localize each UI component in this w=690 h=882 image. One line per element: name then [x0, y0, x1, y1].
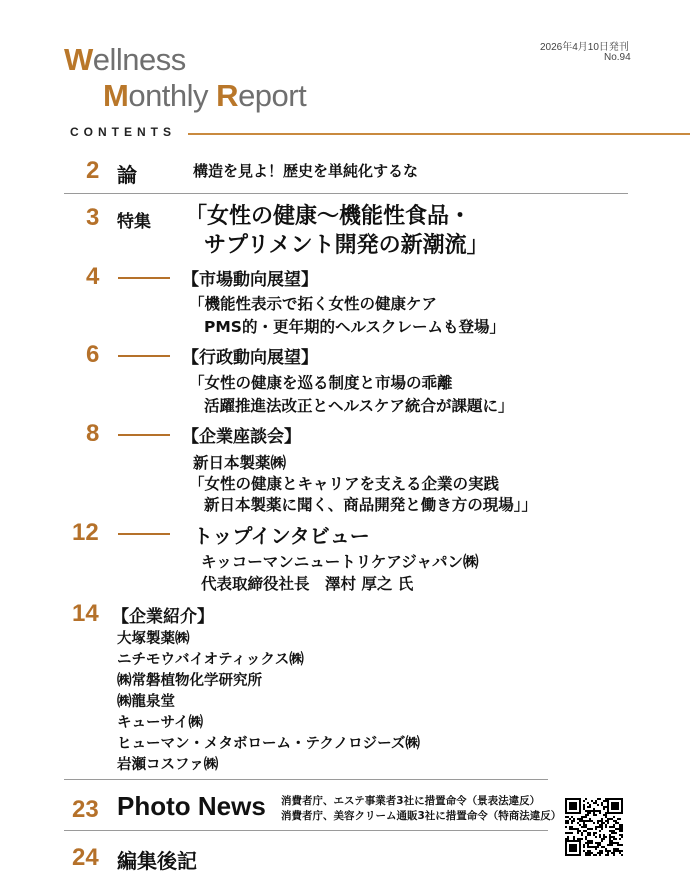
issue-date: 2026年4月10日発刊: [540, 42, 629, 53]
entry-8-company: 新日本製薬㈱: [193, 454, 287, 472]
company-item-1: 大塚製薬㈱: [117, 631, 190, 647]
page-number-3: 3: [86, 204, 100, 231]
company-item-6: ヒューマン・メタボローム・テクノロジーズ㈱: [117, 736, 420, 752]
section-company-intro: 【企業紹介】: [112, 607, 214, 627]
category-ron: 論: [117, 163, 137, 187]
company-item-4: ㈱龍泉堂: [117, 694, 175, 710]
company-item-7: 岩瀬コスファ㈱: [117, 757, 219, 773]
issue-number: No.94: [604, 52, 631, 63]
title-initial-w: W: [64, 42, 93, 77]
page-number-2: 2: [86, 157, 100, 184]
company-item-5: キューサイ㈱: [117, 715, 203, 731]
page-number-12: 12: [72, 519, 99, 546]
photo-news-line2: 消費者庁、美容クリーム通販3社に措置命令（特商法違反）: [281, 810, 562, 822]
dash-6: [118, 355, 170, 357]
dash-12: [118, 533, 170, 535]
company-item-2: ニチモウバイオティックス㈱: [117, 652, 304, 668]
title-word-monthly: onthly: [128, 78, 217, 113]
divider-1: [64, 193, 628, 194]
page-number-24: 24: [72, 844, 99, 871]
entry-12-company: キッコーマンニュートリケアジャパン㈱: [201, 553, 479, 571]
title-word-wellness: ellness: [92, 42, 186, 77]
entry-title-2: 構造を見よ！歴史を単純化するな: [193, 162, 419, 180]
company-item-3: ㈱常磐植物化学研究所: [117, 673, 262, 689]
title-initial-m: M: [103, 78, 129, 113]
page-number-8: 8: [86, 420, 100, 447]
report-title-line1: [64, 42, 186, 78]
page-number-4: 4: [86, 263, 100, 290]
entry-4-line1: 「機能性表示で拓く女性の健康ケア: [189, 295, 438, 313]
page-number-6: 6: [86, 341, 100, 368]
divider-3: [64, 830, 548, 831]
title-initial-r: R: [216, 78, 239, 113]
dash-4: [118, 277, 170, 279]
title-word-report: eport: [238, 78, 307, 113]
photo-news-title: Photo News: [117, 791, 266, 821]
section-interview: トップインタビュー: [193, 524, 370, 548]
section-administration: 【行政動向展望】: [182, 348, 318, 368]
feature-title-line1: 「女性の健康〜機能性食品・: [185, 204, 472, 229]
feature-title-line2: サプリメント開発の新潮流」: [204, 233, 489, 258]
editorial-postscript: 編集後記: [117, 849, 197, 873]
entry-8-line3: 新日本製薬に聞く、商品開発と働き方の現場」」: [204, 496, 537, 514]
entry-4-line2: PMS的・更年期的ヘルスクレームも登場」: [204, 318, 505, 336]
divider-2: [64, 779, 548, 780]
category-tokushu: 特集: [117, 212, 151, 232]
entry-12-person: 代表取締役社長 澤村 厚之 氏: [201, 575, 414, 593]
section-market: 【市場動向展望】: [182, 270, 318, 290]
contents-rule: [188, 133, 690, 135]
entry-6-line1: 「女性の健康を巡る制度と市場の乖離: [189, 374, 453, 392]
entry-6-line2: 活躍推進法改正とヘルスケア統合が課題に」: [204, 397, 514, 415]
page-number-23: 23: [72, 796, 99, 823]
page-number-14: 14: [72, 600, 99, 627]
dash-8: [118, 434, 170, 436]
section-roundtable: 【企業座談会】: [182, 427, 301, 447]
entry-8-line2: 「女性の健康とキャリアを支える企業の実践: [189, 475, 500, 493]
contents-label: CONTENTS: [70, 125, 176, 139]
qr-code-icon: [563, 796, 625, 858]
report-title-line2: [103, 78, 306, 114]
photo-news-line1: 消費者庁、エステ事業者3社に措置命令（景表法違反）: [281, 795, 541, 807]
